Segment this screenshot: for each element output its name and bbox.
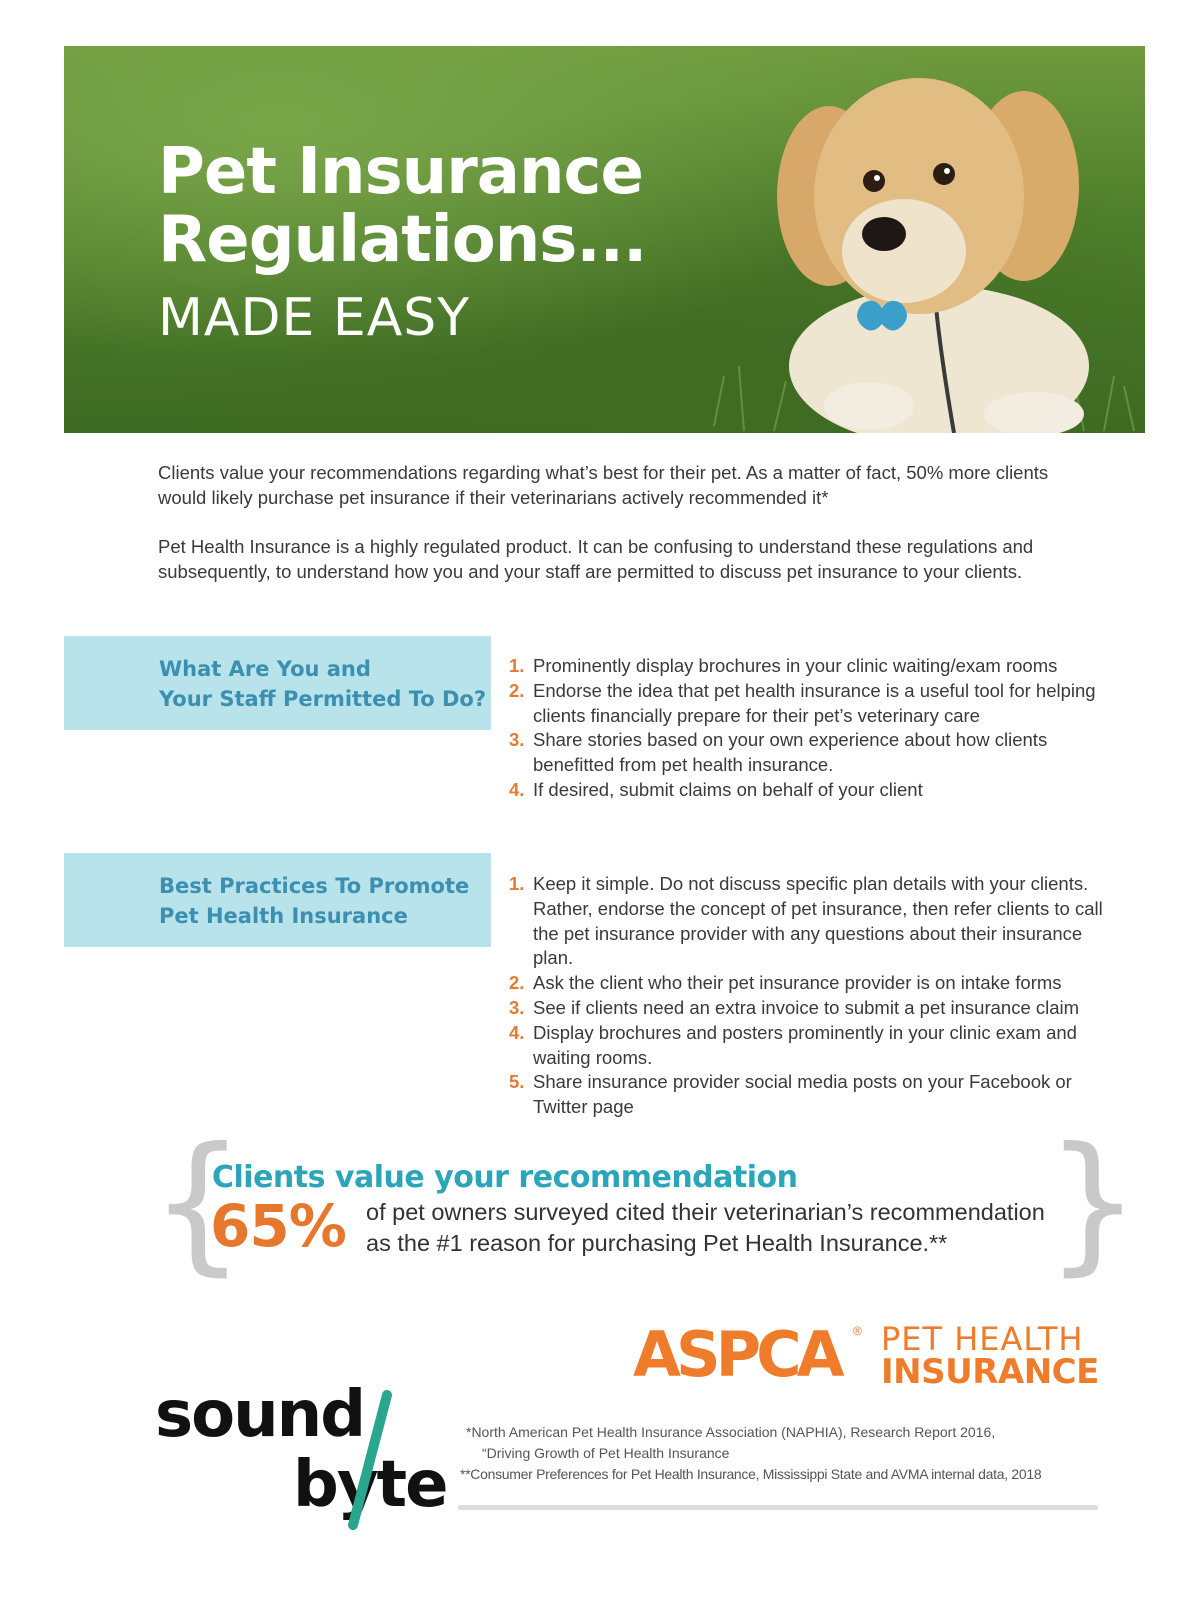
permitted-label-line-2: Your Staff Permitted To Do? bbox=[159, 687, 487, 711]
list-number: 1. bbox=[509, 655, 525, 676]
list-item bbox=[509, 654, 1109, 679]
list-item bbox=[509, 679, 1109, 729]
registered-mark: ® bbox=[853, 1324, 862, 1338]
list-item bbox=[509, 971, 1109, 996]
hero-banner bbox=[64, 46, 1145, 433]
soundbyte-word-byte: byte bbox=[293, 1448, 447, 1522]
list-number: 3. bbox=[509, 729, 525, 751]
list-item bbox=[509, 1021, 1109, 1071]
list-item-text: See if clients need an extra invoice to submit a pet insurance claim bbox=[533, 996, 1080, 1018]
list-item-text: Keep it simple. Do not discuss specific plan details with your clients. Rather, endorse the concept of pet insurance, then refer clients to call the pet insurance provider with any questions about their insurance plan. bbox=[533, 873, 1103, 969]
aspca-line-2: INSURANCE bbox=[881, 1352, 1099, 1392]
list-number: 1. bbox=[509, 873, 525, 894]
list-item bbox=[509, 728, 1109, 778]
title-line-2: Regulations... bbox=[158, 203, 647, 277]
list-number: 3. bbox=[509, 996, 525, 1018]
left-brace-decoration: { bbox=[150, 1116, 246, 1290]
list-item bbox=[509, 872, 1109, 971]
best-practices-label-line-1: Best Practices To Promote bbox=[159, 874, 470, 898]
best-practices-section-label bbox=[64, 853, 491, 947]
soundbyte-word-sound: sound bbox=[155, 1378, 364, 1452]
title-line-1: Pet Insurance bbox=[158, 135, 643, 209]
list-item bbox=[509, 996, 1109, 1021]
list-item-text: Prominently display brochures in your clinic waiting/exam rooms bbox=[533, 655, 1058, 676]
best-practices-label-line-2: Pet Health Insurance bbox=[159, 904, 408, 928]
page-subtitle: MADE EASY bbox=[158, 288, 471, 348]
soundbyte-logo bbox=[155, 1378, 455, 1533]
quote-stat: 65% bbox=[210, 1192, 346, 1260]
intro-paragraph-2: Pet Health Insurance is a highly regulated product. It can be confusing to understand these regulations and subsequently, to understand how you and your staff are permitted to discuss pet insurance to your clients. bbox=[158, 536, 1034, 582]
footnotes bbox=[460, 1422, 1106, 1485]
list-item bbox=[509, 1070, 1109, 1120]
page-title bbox=[158, 135, 647, 277]
list-number: 4. bbox=[509, 778, 525, 800]
footnote-2: **Consumer Preferences for Pet Health Insurance, Mississippi State and AVMA internal data, 2018 bbox=[460, 1466, 1042, 1482]
soundbyte-slash-icon bbox=[155, 1378, 455, 1533]
list-number: 2. bbox=[509, 972, 525, 994]
list-item-text: Ask the client who their pet insurance provider is on intake forms bbox=[533, 972, 1062, 994]
quote-text: of pet owners surveyed cited their veterinarian’s recommendation as the #1 reason for purchasing Pet Health Insurance.** bbox=[366, 1199, 1045, 1256]
list-item-text: If desired, submit claims on behalf of your client bbox=[533, 778, 923, 800]
list-item-text: Share stories based on your own experience about how clients benefitted from pet health insurance. bbox=[533, 729, 1048, 776]
best-practices-list bbox=[509, 872, 1109, 1120]
permitted-list bbox=[509, 654, 1109, 803]
footnote-1-continued: “Driving Growth of Pet Health Insurance bbox=[482, 1445, 730, 1461]
permitted-label-line-1: What Are You and bbox=[159, 657, 371, 681]
permitted-section-label bbox=[64, 636, 491, 730]
quote-heading: Clients value your recommendation bbox=[212, 1160, 798, 1195]
aspca-wordmark: ASPCA bbox=[633, 1318, 840, 1391]
intro-paragraph-1: Clients value your recommendations regarding what’s best for their pet. As a matter of fact, 50% more clients would likely purchase pet insurance if their veterinarians actively recommended it* bbox=[158, 462, 1049, 508]
list-item bbox=[509, 778, 1109, 803]
list-item-text: Share insurance provider social media posts on your Facebook or Twitter page bbox=[533, 1071, 1072, 1118]
footnote-1: *North American Pet Health Insurance Association (NAPHIA), Research Report 2016, bbox=[466, 1424, 996, 1440]
list-number: 2. bbox=[509, 679, 525, 701]
list-item-text: Endorse the idea that pet health insurance is a useful tool for helping clients financially prepare for their pet’s veterinary care bbox=[533, 679, 1096, 726]
aspca-line-1: PET HEALTH bbox=[881, 1320, 1084, 1358]
list-number: 4. bbox=[509, 1021, 525, 1043]
puppy-photo bbox=[704, 46, 1145, 433]
list-item-text: Display brochures and posters prominently in your clinic exam and waiting rooms. bbox=[533, 1021, 1077, 1068]
intro-text bbox=[158, 460, 1098, 608]
footer-divider bbox=[458, 1505, 1098, 1510]
list-number: 5. bbox=[509, 1071, 525, 1093]
right-brace-decoration: } bbox=[1045, 1116, 1141, 1290]
